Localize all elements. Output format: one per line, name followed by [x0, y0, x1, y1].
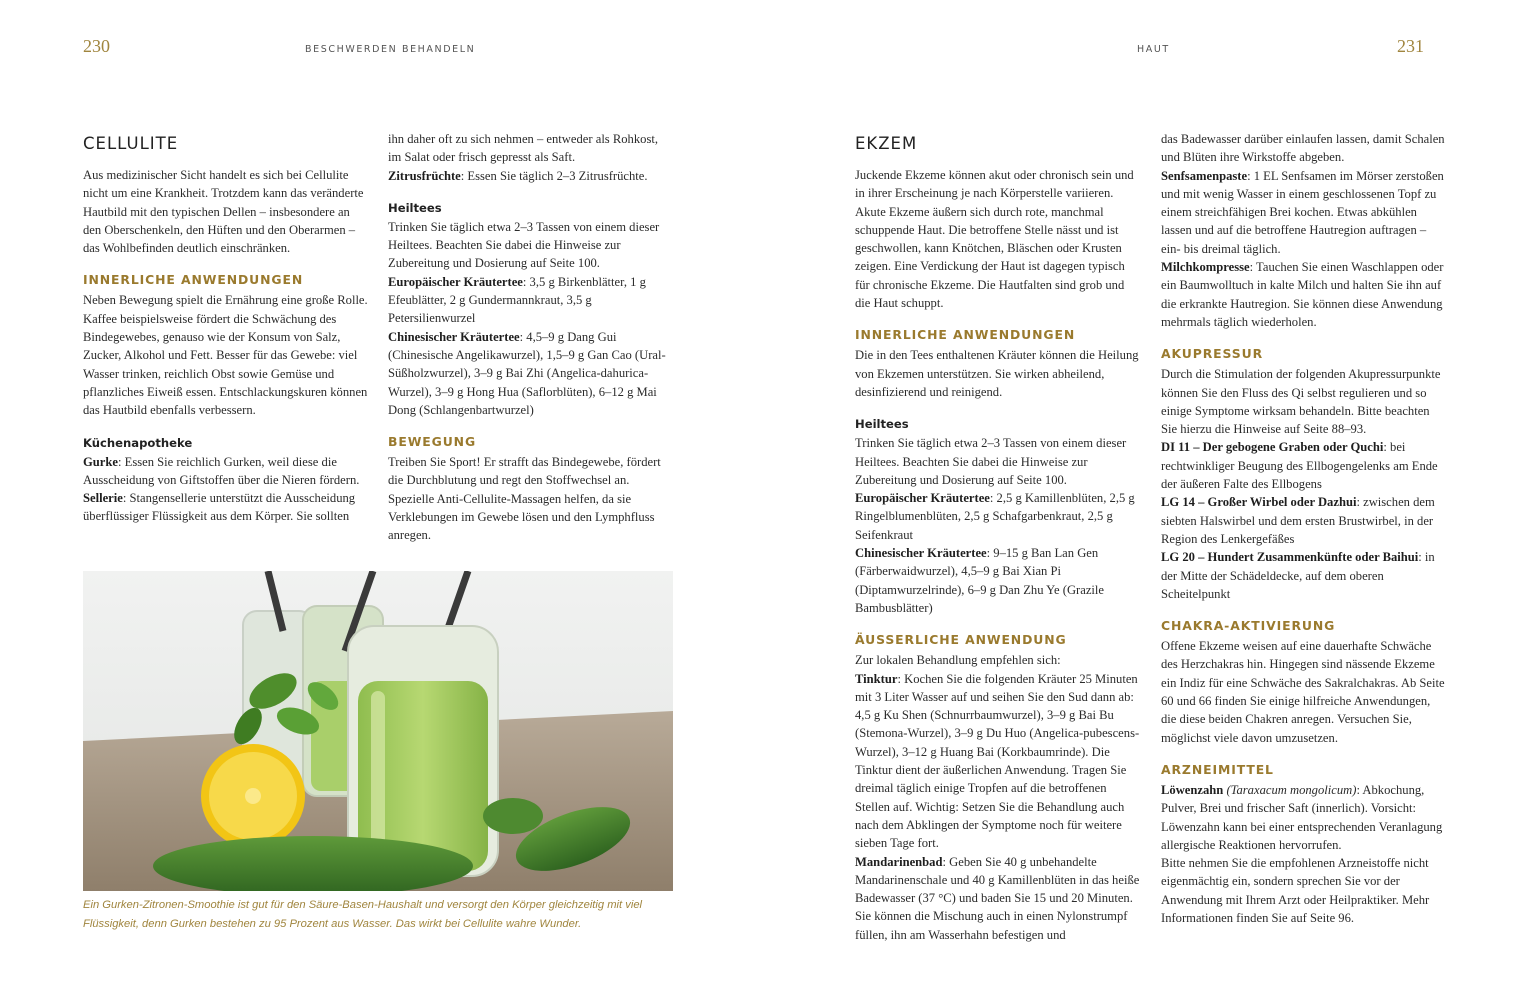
remedy-label: Löwenzahn	[1161, 782, 1224, 797]
point-di11	[1161, 438, 1447, 493]
point-label: DI 11 – Der gebogene Graben oder Quchi	[1161, 440, 1384, 455]
latin-name: (Taraxacum mongolicum)	[1226, 782, 1357, 797]
page-number-right: 231	[1397, 36, 1424, 56]
section-heading-inner: INNERLICHE ANWENDUNGEN	[83, 272, 304, 288]
outer-intro: Zur lokalen Behandlung empfehlen sich:	[855, 653, 1061, 668]
point-lg20	[1161, 548, 1447, 603]
remedy-label: Gurke	[83, 454, 118, 469]
remedy-eu-tea	[388, 273, 674, 328]
remedy-text: : Stangensellerie unterstützt die Ausscheidung überflüssiger Flüssigkeit aus dem Körper. Sie sollten	[83, 491, 356, 524]
remedy-label: Europäischer Kräutertee	[855, 491, 990, 506]
remedy-mandarinenbad	[855, 853, 1141, 944]
section-heading-arznei: ARZNEIMITTEL	[1161, 761, 1274, 777]
intro-paragraph: Juckende Ekzeme können akut oder chronisch sein und in ihrer Erscheinung je nach Körperstelle variieren. Akute Ekzeme äußern sich durch rote, manchmal schuppende Haut. Die betroffene Stelle nässt und ist geschwollen, kann Knötchen, Bläschen oder Krusten zeigen. Eine Verdickung der Haut ist dagegen typisch für chronische Ekzeme. Die Hautfalten sind grob und die Haut schuppt.	[855, 168, 1134, 311]
intro-paragraph: Aus medizinischer Sicht handelt es sich bei Cellulite nicht um eine Krankheit. Trotzdem kann das veränderte Hautbild mit den typischen Dellen – insbesondere an den Oberschenkeln, den Hüften und den Oberarmen – das Wohlbefinden deutlich einschränken.	[83, 168, 364, 256]
remedy-eu-tea	[855, 489, 1141, 544]
remedy-sellerie	[83, 489, 369, 526]
point-text: : zwischen dem siebten Halswirbel und dem ersten Brustwirbel, in der Region des Lenkergefäßes	[1161, 495, 1435, 546]
point-text: : in der Mitte der Schädeldecke, auf dem oberen Scheitelpunkt	[1161, 550, 1435, 601]
remedy-gurke	[83, 453, 369, 490]
article-title-cellulite: CELLULITE	[83, 134, 179, 153]
section-heading-outer: ÄUSSERLICHE ANWENDUNG	[855, 632, 1067, 648]
smoothie-photo	[83, 571, 673, 891]
section-heading-bewegung: BEWEGUNG	[388, 434, 477, 450]
remedy-zitrus	[388, 167, 674, 185]
right-page	[765, 0, 1529, 1000]
inner-paragraph: Neben Bewegung spielt die Ernährung eine große Rolle. Kaffee beispielsweise fördert die Schwächung des Bindegewebes, genauso wie der Konsum von Salz, Zucker, Alkohol und Fett. Besser für das Gewebe: viel Wasser trinken, reichlich Obst sowie Gemüse und pflanzliches Eiweiß essen. Entschlackungskuren können das Hautbild ebenfalls verbessern.	[83, 293, 368, 418]
inner-paragraph: Die in den Tees enthaltenen Kräuter können die Heilung von Ekzemen unterstützen. Sie wirken abheilend, desinfizierend und reinigend.	[855, 348, 1139, 399]
remedy-label: Senfsamenpaste	[1161, 168, 1248, 183]
subheading-kitchen: Küchenapotheke	[83, 435, 193, 450]
point-label: LG 14 – Großer Wirbel oder Dazhui	[1161, 495, 1357, 510]
remedy-text: : 2,5 g Kamillenblüten, 2,5 g Ringelblumenblüten, 2,5 g Schafgarbenkraut, 2,5 g Seifenkraut	[855, 491, 1135, 542]
remedy-label: Chinesischer Kräutertee	[388, 329, 520, 344]
running-head-left: BESCHWERDEN BEHANDELN	[305, 44, 476, 55]
tees-paragraph: Trinken Sie täglich etwa 2–3 Tassen von einem dieser Heiltees. Beachten Sie dabei die Hinweise zur Zubereitung und Dosierung auf Seite 100.	[855, 436, 1127, 487]
remedy-text: : 4,5–9 g Dang Gui (Chinesische Angelikawurzel), 1,5–9 g Gan Cao (Ural-Süßholzwurzel), 3–9 g Bai Zhi (Angelica-dahurica-Wurzel), 3–9 g Hong Hua (Saflorblüten), 6–12 g Mai Dong (Schlangenbartwurzel)	[388, 329, 666, 417]
section-heading-akupressur: AKUPRESSUR	[1161, 346, 1264, 362]
remedy-text: : 1 EL Senfsamen im Mörser zerstoßen und mit wenig Wasser in einem geschlossenen Topf zu einem streichfähigen Brei kochen. Etwas abkühlen lassen und auf die betroffene Hautregion auftragen – ein- bis dreimal täglich.	[1161, 168, 1444, 256]
point-lg14	[1161, 493, 1447, 548]
remedy-cn-tea	[855, 544, 1141, 617]
continued-paragraph: das Badewasser darüber einlaufen lassen, damit Schalen und Blüten ihre Wirkstoffe abgeben.	[1161, 132, 1445, 165]
subheading-heiltees: Heiltees	[855, 417, 909, 432]
remedy-label: Chinesischer Kräutertee	[855, 546, 987, 561]
remedy-loewenzahn	[1161, 781, 1447, 854]
remedy-label: Sellerie	[83, 491, 123, 506]
photo-caption: Ein Gurken-Zitronen-Smoothie ist gut für den Säure-Basen-Haushalt und versorgt den Körper gleichzeitig mit viel Flüssigkeit, denn Gurken bestehen zu 95 Prozent aus Wasser. Das wirkt bei Cellulite wahre Wunder.	[83, 899, 643, 930]
remedy-text: : Essen Sie reichlich Gurken, weil diese die Ausscheidung von Giftstoffen über die Nieren fördern.	[83, 454, 360, 487]
running-head-right: HAUT	[1137, 44, 1170, 55]
remedy-cn-tea	[388, 328, 674, 419]
chakra-paragraph: Offene Ekzeme weisen auf eine dauerhafte Schwäche des Herzchakras hin. Hingegen sind nässende Ekzeme ein Indiz für eine Schwäche des Sakralchakras. Ab Seite 60 und 66 finden Sie einige hilfreiche Anwendungen, die diese beiden Chakren anregen. Versuchen Sie, möglichst viele davon umzusetzen.	[1161, 639, 1445, 745]
akupressur-paragraph: Durch die Stimulation der folgenden Akupressurpunkte können Sie den Fluss des Qi selbst regulieren und so einige Symptome wirksam behandeln. Bitte beachten Sie hierzu die Hinweise auf Seite 88–93.	[1161, 367, 1441, 437]
remedy-senfsamen	[1161, 167, 1447, 258]
point-text: : bei rechtwinkliger Beugung des Ellbogengelenks am Ende der äußeren Falte des Ellbogens	[1161, 440, 1438, 492]
right-column-2	[1161, 130, 1447, 927]
right-column-1	[855, 130, 1141, 944]
point-label: LG 20 – Hundert Zusammenkünfte oder Baihui	[1161, 550, 1419, 565]
remedy-text: : Tauchen Sie einen Waschlappen oder ein Baumwolltuch in kalte Milch und halten Sie ihn auf die erkrankte Hautregion. Sie können diese Anwendung mehrmals täglich wiederholen.	[1161, 260, 1444, 329]
left-page	[0, 0, 764, 1000]
left-column-2	[388, 130, 674, 545]
remedy-text: : Essen Sie täglich 2–3 Zitrusfrüchte.	[460, 168, 648, 183]
tees-paragraph: Trinken Sie täglich etwa 2–3 Tassen von einem dieser Heiltees. Beachten Sie dabei die Hinweise zur Zubereitung und Dosierung auf Seite 100.	[388, 219, 660, 271]
remedy-tinktur	[855, 670, 1141, 853]
section-heading-inner: INNERLICHE ANWENDUNGEN	[855, 327, 1076, 343]
section-heading-chakra: CHAKRA-AKTIVIERUNG	[1161, 618, 1336, 634]
remedy-text: : Abkochung, Pulver, Brei und frischer Saft (innerlich). Vorsicht: Löwenzahn kann bei einer entsprechenden Veranlagung allergische Reaktionen hervorrufen.	[1161, 782, 1443, 852]
remedy-label: Milchkompresse	[1161, 260, 1250, 275]
continued-paragraph: ihn daher oft zu sich nehmen – entweder als Rohkost, im Salat oder frisch gepresst als Saft.	[388, 132, 658, 165]
bewegung-paragraph: Treiben Sie Sport! Er strafft das Bindegewebe, fördert die Durchblutung und regt den Stoffwechsel an. Spezielle Anti-Cellulite-Massagen helfen, da sie Verklebungen im Gewebe lösen und den Lymphfluss anregen.	[388, 455, 661, 543]
remedy-label: Mandarinenbad	[855, 854, 943, 869]
remedy-text: : Kochen Sie die folgenden Kräuter 25 Minuten mit 3 Liter Wasser auf und seihen Sie den Sud dann ab: 4,5 g Ku Shen (Schnurrbaumwurzel), 3–9 g Bai Bu (Stemona-Wurzel), 3–9 g Du Huo (Angelica-pubescens-Wurzel), 3–12 g Huang Bai (Korkbaumrinde). Die Tinktur dient der äußerlichen Anwendung. Tragen Sie dreimal täglich einige Tropfen auf die betroffenen Stellen auf. Wichtig: Setzen Sie die Behandlung auch nach dem Abklingen der Symptome noch für weitere sieben Tage fort.	[855, 671, 1140, 851]
remedy-label: Tinktur	[855, 671, 898, 686]
remedy-text: : Geben Sie 40 g unbehandelte Mandarinenschale und 40 g Kamillenblüten in das heiße Badewasser (37 °C) und baden Sie 15 und 20 Minuten. Sie können die Mischung auch in einen Nylonstrumpf füllen, ihn am Wasserhahn befestigen und	[855, 854, 1140, 942]
subheading-heiltees: Heiltees	[388, 200, 442, 215]
remedy-label: Europäischer Kräutertee	[388, 274, 523, 289]
closing-paragraph: Bitte nehmen Sie die empfohlenen Arzneistoffe nicht eigenmächtig ein, sondern sprechen Sie vor der Anwendung mit Ihrem Arzt oder Heilpraktiker. Mehr Informationen finden Sie auf Seite 96.	[1161, 856, 1430, 925]
page-number-left: 230	[83, 36, 110, 56]
remedy-text: : 9–15 g Ban Lan Gen (Färberwaidwurzel), 4,5–9 g Bai Xian Pi (Diptamwurzelrinde), 6–9 g Dan Zhu Ye (Grazile Bambusblätter)	[855, 546, 1105, 615]
left-column-1	[83, 130, 369, 526]
remedy-label: Zitrusfrüchte	[388, 168, 461, 183]
article-title-ekzem: EKZEM	[855, 134, 918, 153]
remedy-milchkompresse	[1161, 258, 1447, 331]
remedy-text: : 3,5 g Birkenblätter, 1 g Efeublätter, 2 g Gundermannkraut, 3,5 g Petersilienwurzel	[388, 274, 646, 326]
